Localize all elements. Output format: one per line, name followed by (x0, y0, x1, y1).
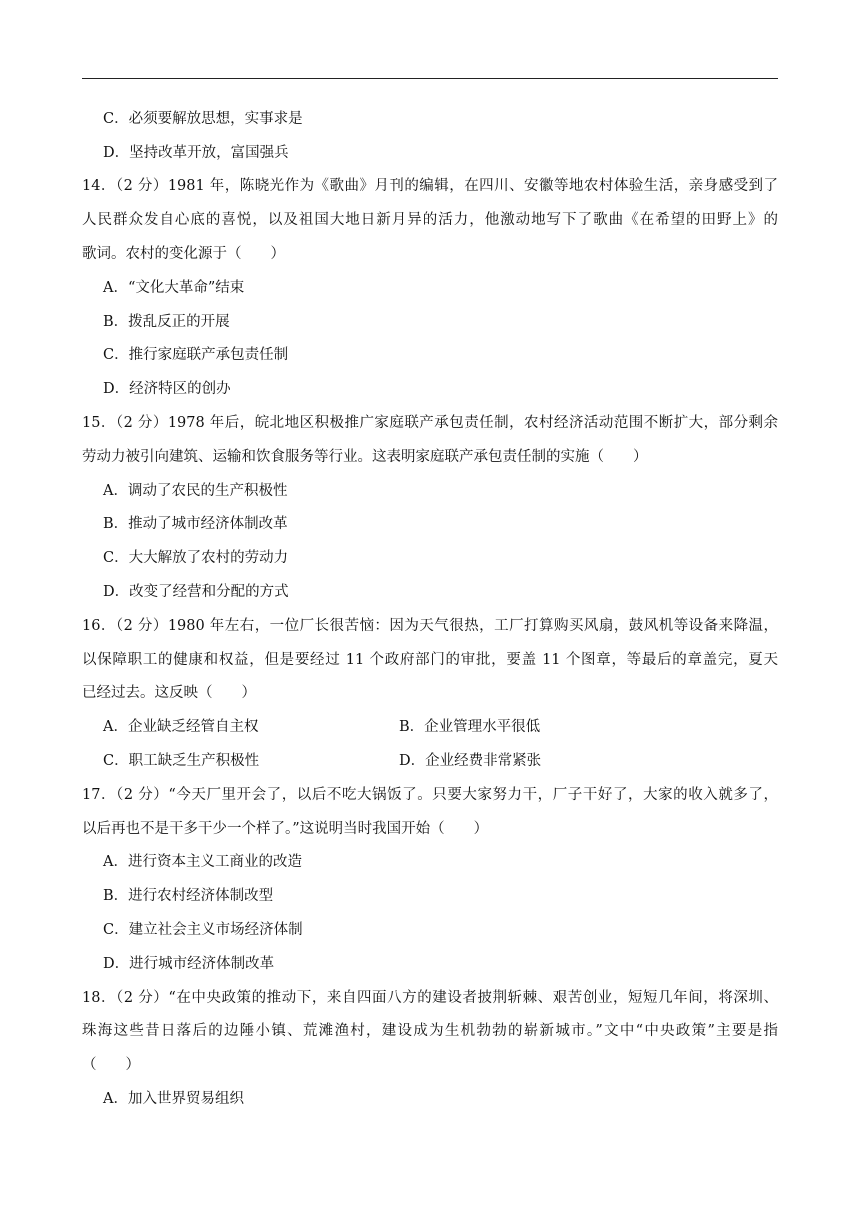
q17-stem-line-1: 17．（2 分）“今天厂里开会了，以后不吃大锅饭了。只要大家努力干，厂子干好了，大家的收入就多了， (82, 787, 778, 803)
q14-option-d[interactable]: D．经济特区的创办 (103, 381, 231, 397)
q15-option-a[interactable]: A．调动了农民的生产积极性 (103, 483, 288, 499)
q16-option-c[interactable]: C．职工缺乏生产积极性 (103, 753, 260, 769)
q18-stem-line-1: 18．（2 分）“在中央政策的推动下，来自四面八方的建设者披荆斩棘、艰苦创业，短短几年间，将深圳、 (82, 990, 778, 1006)
q14-option-b[interactable]: B．拨乱反正的开展 (103, 314, 230, 330)
q14-option-c[interactable]: C．推行家庭联产承包责任制 (103, 347, 289, 363)
q15-option-d[interactable]: D．改变了经营和分配的方式 (103, 584, 289, 600)
q18-stem-line-2: 珠海这些昔日落后的边陲小镇、荒滩渔村，建设成为生机勃勃的崭新城市。”文中“中央政策”主要是指 (82, 1023, 778, 1039)
q17-option-a[interactable]: A．进行资本主义工商业的改造 (103, 854, 302, 870)
q18-stem-line-3: （ ） (82, 1057, 140, 1073)
q15-option-c[interactable]: C．大大解放了农村的劳动力 (103, 550, 289, 566)
q14-stem-line-3: 歌词。农村的变化源于（ ） (82, 246, 285, 262)
q16-stem-line-2: 以保障职工的健康和权益，但是要经过 11 个政府部门的审批，要盖 11 个图章，等最后的章盖完，夏天 (82, 652, 778, 668)
q14-stem-line-2: 人民群众发自心底的喜悦，以及祖国大地日新月异的活力，他激动地写下了歌曲《在希望的田野上》的 (82, 212, 778, 228)
q16-stem-line-3: 已经过去。这反映（ ） (82, 685, 256, 701)
q17-option-b[interactable]: B．进行农村经济体制改型 (103, 888, 274, 904)
q14-stem-line-1: 14．（2 分）1981 年，陈晓光作为《歌曲》月刊的编辑，在四川、安徽等地农村体验生活，亲身感受到了 (82, 178, 778, 194)
q13-option-c[interactable]: C．必须要解放思想，实事求是 (103, 111, 303, 127)
q16-option-b[interactable]: B．企业管理水平很低 (399, 719, 541, 735)
q15-stem-line-1: 15．（2 分）1978 年后，皖北地区积极推广家庭联产承包责任制，农村经济活动范围不断扩大，部分剩余 (82, 415, 778, 431)
q17-option-d[interactable]: D．进行城市经济体制改革 (103, 956, 275, 972)
q18-option-a[interactable]: A．加入世界贸易组织 (103, 1091, 244, 1107)
q16-option-d[interactable]: D．企业经费非常紧张 (399, 753, 542, 769)
q16-option-a[interactable]: A．企业缺乏经管自主权 (103, 719, 259, 735)
q17-stem-line-2: 以后再也不是干多干少一个样了。”这说明当时我国开始（ ） (82, 821, 489, 837)
q17-option-c[interactable]: C．建立社会主义市场经济体制 (103, 922, 303, 938)
q15-option-b[interactable]: B．推动了城市经济体制改革 (103, 516, 288, 532)
q13-option-d[interactable]: D．坚持改革开放，富国强兵 (103, 145, 289, 161)
q16-stem-line-1: 16．（2 分）1980 年左右，一位厂长很苦恼：因为天气很热，工厂打算购买风扇，鼓风机等设备来降温， (82, 618, 778, 634)
q14-option-a[interactable]: A．“文化大革命”结束 (103, 280, 245, 296)
header-rule (82, 78, 778, 79)
q15-stem-line-2: 劳动力被引向建筑、运输和饮食服务等行业。这表明家庭联产承包责任制的实施（ ） (82, 449, 648, 465)
